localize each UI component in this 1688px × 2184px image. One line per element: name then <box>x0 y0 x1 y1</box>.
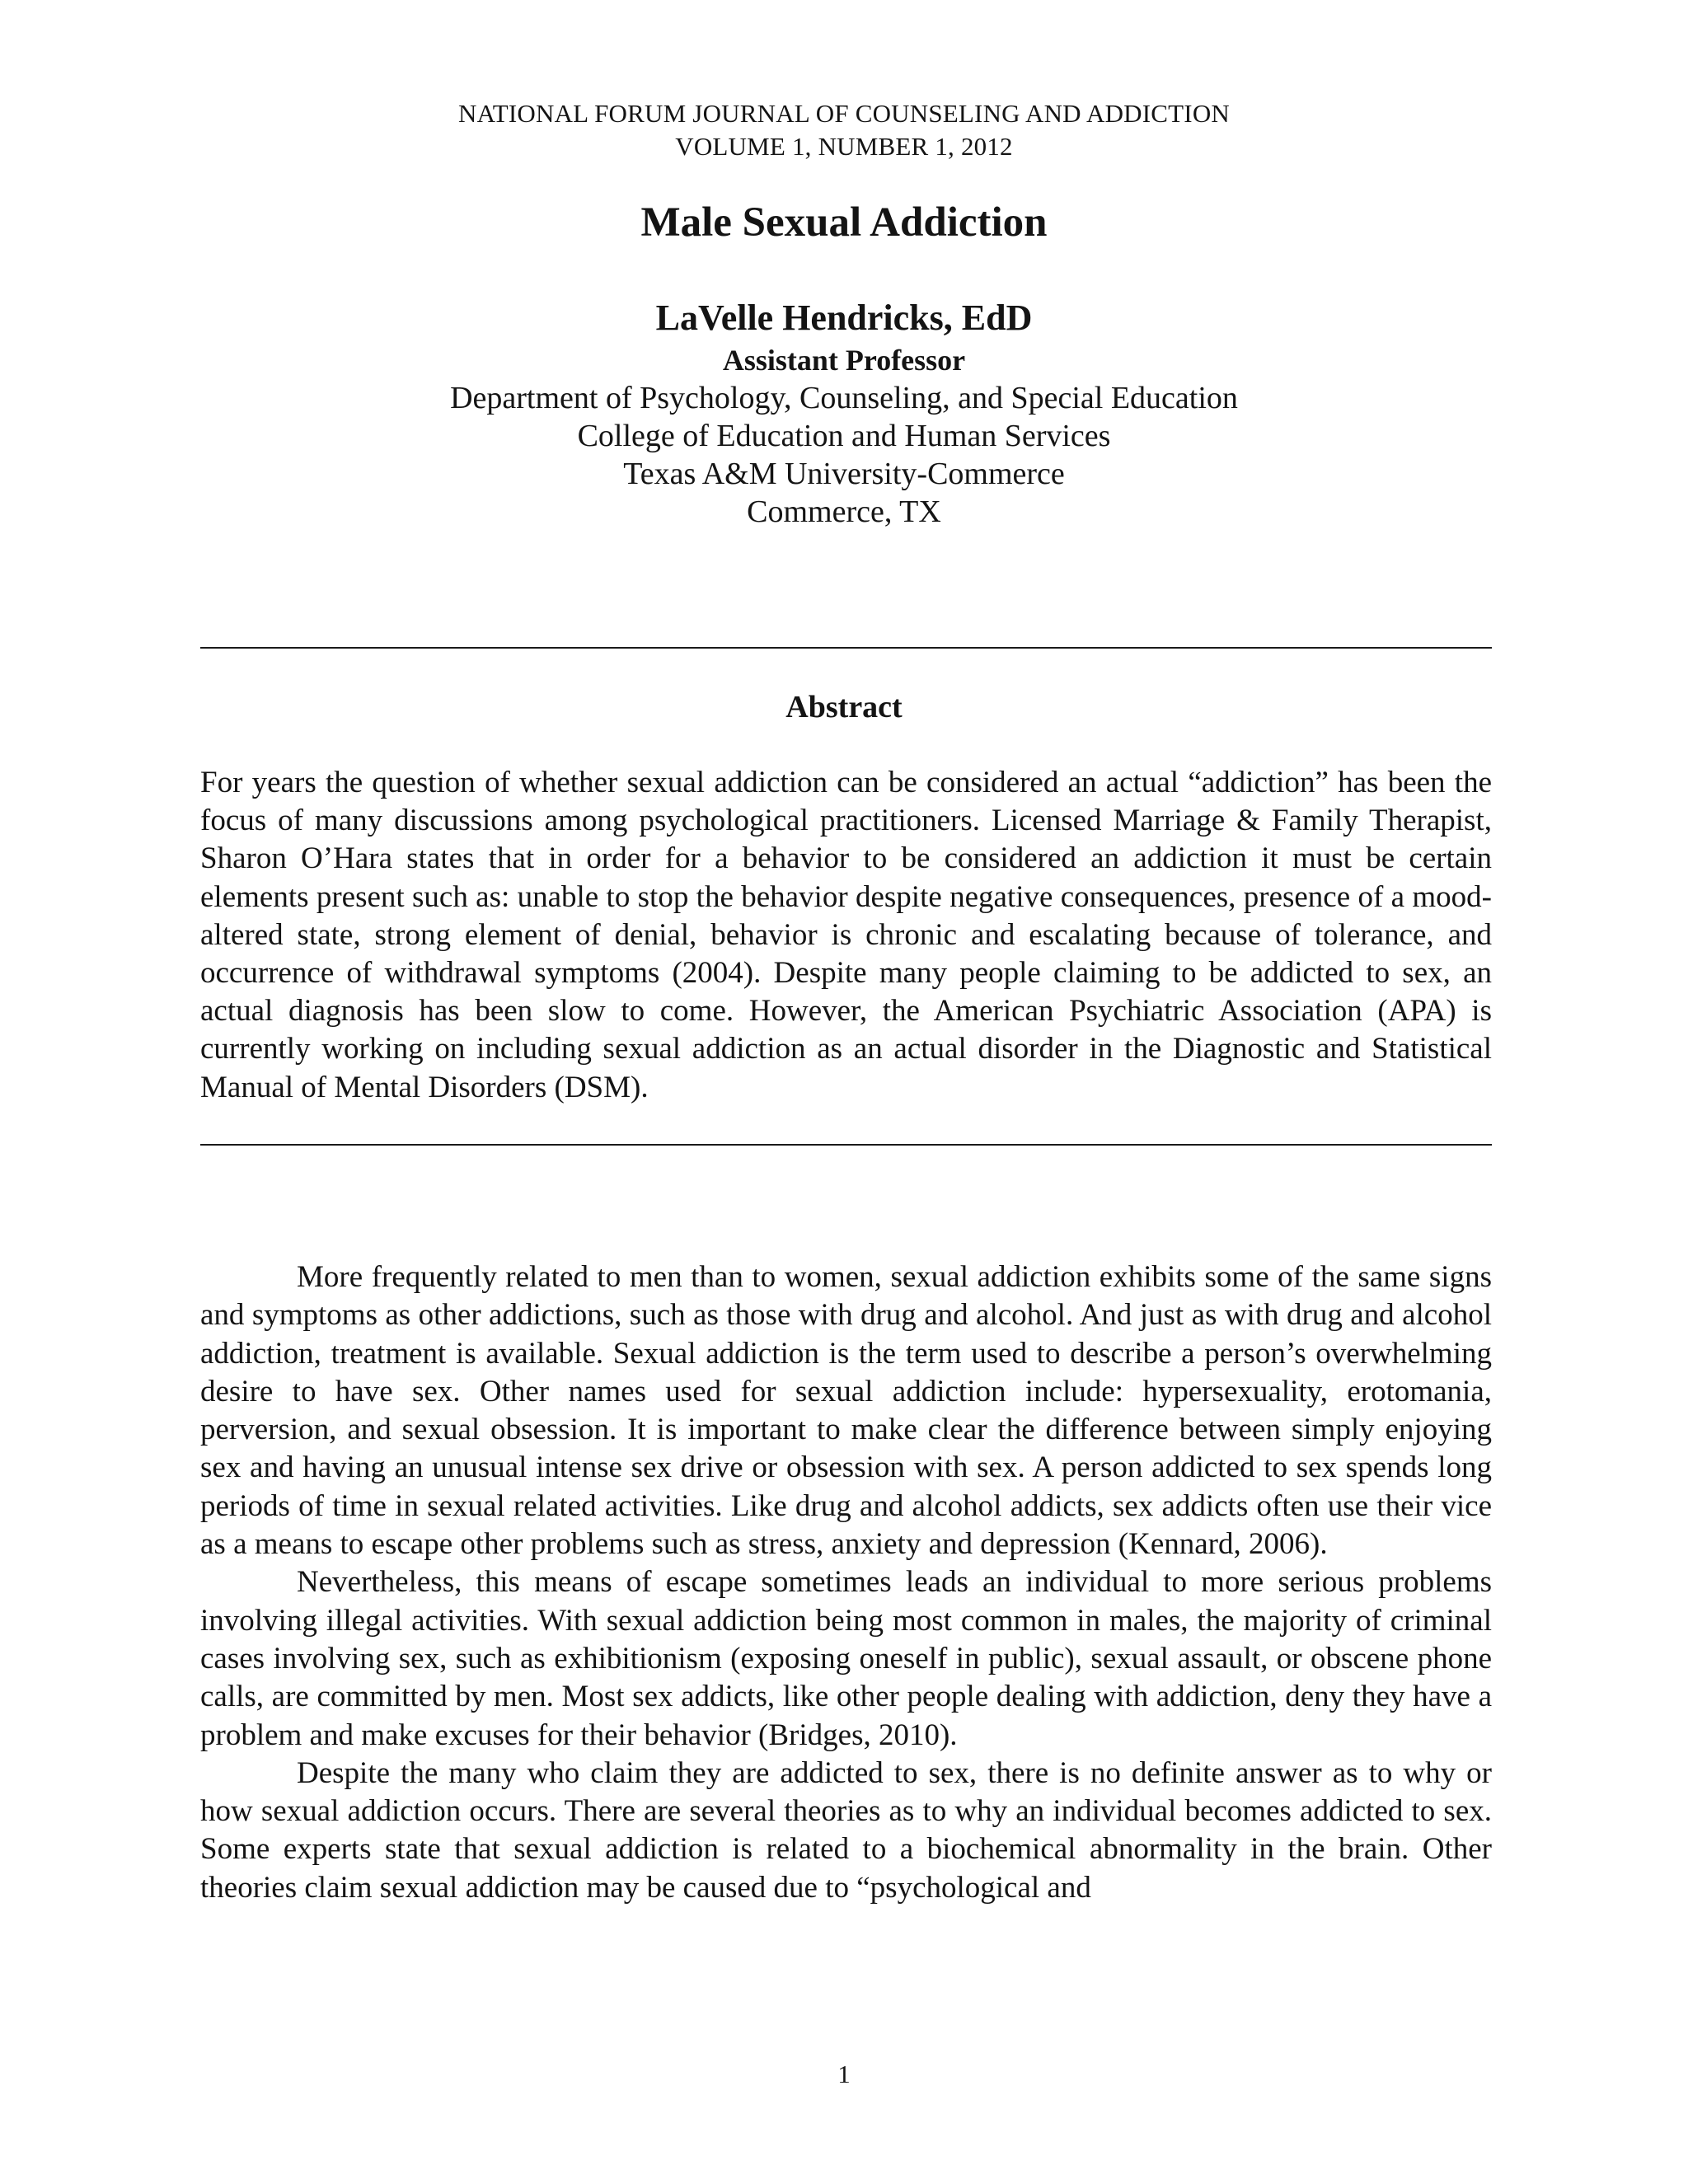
author-university: Texas A&M University-Commerce <box>623 457 1065 491</box>
author-location: Commerce, TX <box>747 494 941 529</box>
journal-volume: VOLUME 1, NUMBER 1, 2012 <box>675 132 1013 161</box>
body-paragraph: Despite the many who claim they are addicted to sex, there is no definite answer as to why or how sexual addiction occurs. There are several theories as to why an individual becomes addicted to sex. Some experts state that sexual addiction is related to a biochemical abnormality in the brain. Other theories claim sexual addiction may be caused due to “psychological and <box>200 1755 1492 1905</box>
abstract-heading: Abstract <box>785 690 903 724</box>
body-paragraph: More frequently related to men than to women, sexual addiction exhibits some of the same signs and symptoms as other addictions, such as those with drug and alcohol. And just as with drug and alcohol addiction, treatment is available. Sexual addiction is the term used to describe a person’s overwhelming desire to have sex. Other names used for sexual addiction include: hypersexuality, erotomania, perversion, and sexual obsession. It is important to make clear the difference between simply enjoying sex and having an unusual intense sex drive or obsession with sex. A person addicted to sex spends long periods of time in sexual related activities. Like drug and alcohol addicts, sex addicts often use their vice as a means to escape other problems such as stress, anxiety and depression (Kennard, 2006). <box>200 1260 1492 1562</box>
abstract-bottom-rule <box>200 1144 1492 1146</box>
abstract-top-rule <box>200 647 1492 649</box>
author-college: College of Education and Human Services <box>577 419 1111 453</box>
author-role: Assistant Professor <box>722 344 966 377</box>
paper-title: Male Sexual Addiction <box>640 199 1048 246</box>
author-name: LaVelle Hendricks, EdD <box>655 298 1033 338</box>
journal-name: NATIONAL FORUM JOURNAL OF COUNSELING AND ADDICTION <box>458 99 1230 128</box>
body-paragraph: Nevertheless, this means of escape sometimes leads an individual to more serious problems involving illegal activities. With sexual addiction being most common in males, the majority of criminal cases involving sex, such as exhibitionism (exposing oneself in public), sexual assault, or obscene phone calls, are committed by men. Most sex addicts, like other people dealing with addiction, deny they have a problem and make excuses for their behavior (Bridges, 2010). <box>200 1565 1492 1752</box>
abstract-text: For years the question of whether sexual addiction can be considered an actual “addiction” has been the focus of many discussions among psychological practitioners. Licensed Marriage & Family Therapist, Sharon O’Hara states that in order for a behavior to be considered an addiction it must be certain elements present such as: unable to stop the behavior despite negative consequences, presence of a mood-altered state, strong element of denial, behavior is chronic and escalating because of tolerance, and occurrence of withdrawal symptoms (2004). Despite many people claiming to be addicted to sex, an actual diagnosis has been slow to come. However, the American Psychiatric Association (APA) is currently working on including sexual addiction as an actual disorder in the Diagnostic and Statistical Manual of Mental Disorders (DSM). <box>200 766 1492 1104</box>
author-department: Department of Psychology, Counseling, and Special Education <box>450 381 1238 415</box>
page-number: 1 <box>837 2060 851 2088</box>
author-block <box>0 295 1688 531</box>
body-text <box>200 1258 1492 1907</box>
journal-header <box>0 97 1688 163</box>
